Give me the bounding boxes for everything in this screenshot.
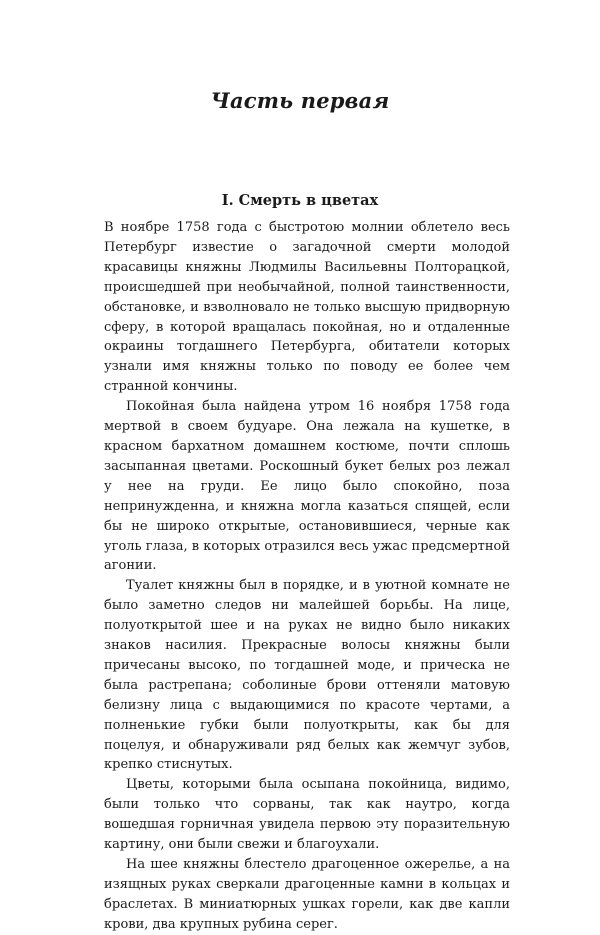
paragraph: На шее княжны блестело драгоценное ожерелье, а на изящных руках сверкали драгоценные камни в кольцах и браслетах. В миниатюрных ушках горели, как две капли крови, два крупных рубина серег. xyxy=(104,857,510,932)
paragraph: В ноябре 1758 года с быстротою молнии облетело весь Петербург известие о загадочной смерти молодой красавицы княжны Людмилы Васильевны Полторацкой, происшедшей при необычайной, полной таинственности, обстановке, и взволновало не только высшую придворную сферу, в которой вращалась покойная, но и отдаленные окраины тогдашнего Петербурга, обитатели которых узнали имя княжны только по поводу ее более чем странной кончины. xyxy=(104,220,510,395)
chapter-title: I. Смерть в цветах xyxy=(221,192,379,209)
chapter-body xyxy=(104,218,510,935)
paragraph: Туалет княжны был в порядке, и в уютной комнате не было заметно следов ни малейшей борьбы. На лице, полуоткрытой шее и на руках не видно было никаких знаков насилия. Прекрасные волосы княжны были причесаны высоко, по тогдашней моде, и прическа не была растрепана; соболиные брови оттеняли матовую белизну лица с выдающимися по красоте чертами, а полненькие губки были полуоткрыты, как бы для поцелуя, и обнаруживали ряд белых как жемчуг зубов, крепко стиснутых. xyxy=(104,578,510,773)
paragraph: Покойная была найдена утром 16 ноября 1758 года мертвой в своем будуаре. Она лежала на кушетке, в красном бархатном домашнем костюме, почти сплошь засыпанная цветами. Роскошный букет белых роз лежал у нее на груди. Ее лицо было спокойно, поза непринужденна, и княжна могла казаться спящей, если бы не широко открытые, остановившиеся, черные как уголь глаза, в которых отразился весь ужас предсмертной агонии. xyxy=(104,399,510,574)
part-title: Часть первая xyxy=(210,88,390,113)
paragraph: Цветы, которыми была осыпана покойница, видимо, были только что сорваны, так как наутро, когда вошедшая горничная увидела первою эту поразительную картину, они были свежи и благоухали. xyxy=(104,777,510,853)
